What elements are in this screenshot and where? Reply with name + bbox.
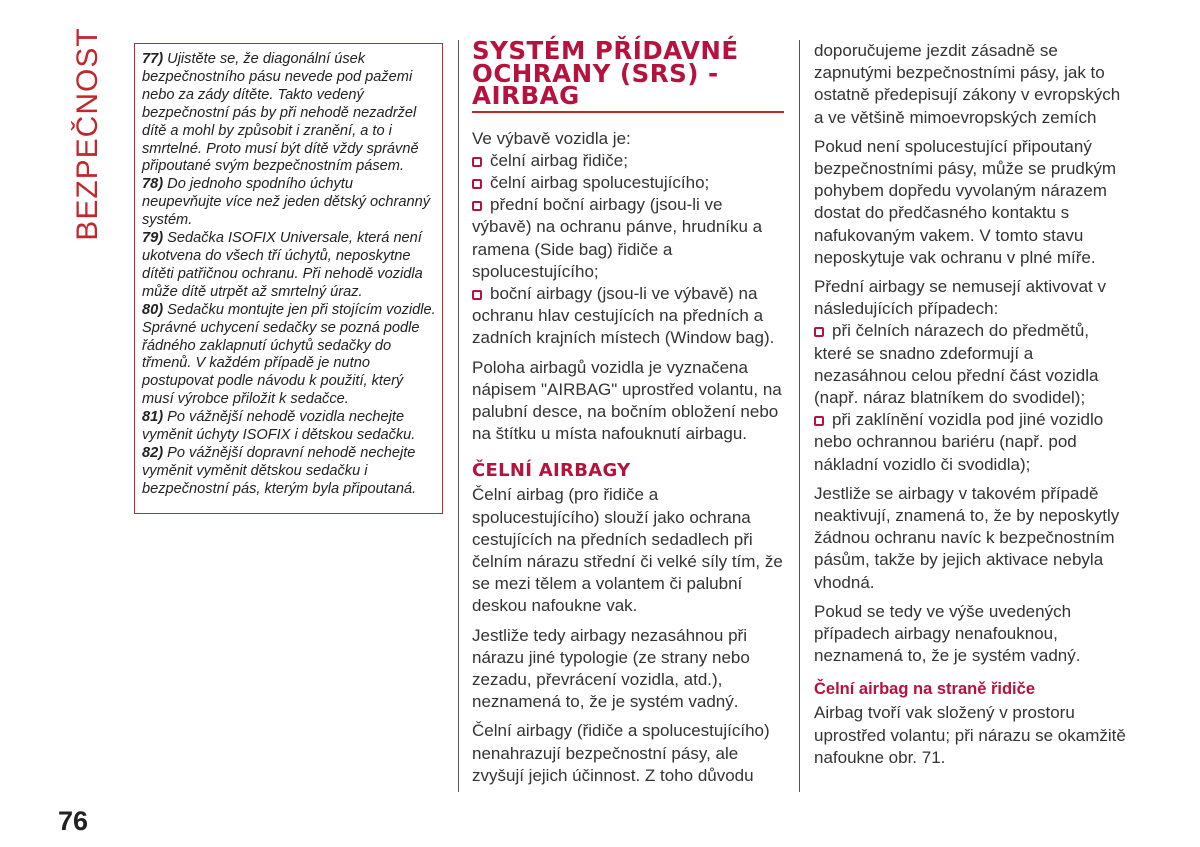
column-divider-left — [458, 40, 459, 792]
continuation-column — [814, 40, 1128, 776]
intro-text: Ve výbavě vozidla je: — [472, 128, 631, 148]
list-item: přední boční airbagy (jsou-li ve výbavě) na ochranu pánve, hrudníku a ramena (Side bag) řidiče a spolucestujícího; — [472, 195, 763, 281]
warnings-box — [134, 43, 443, 514]
section-heading: SYSTÉM PŘÍDAVNÉ OCHRANY (SRS) - AIRBAG — [472, 36, 739, 110]
list-item: boční airbagy (jsou-li ve výbavě) na ochranu hlav cestujících na předních a zadních krajních místech (Window bag). — [472, 283, 775, 348]
paragraph: Čelní airbagy (řidiče a spolucestujícího) nenahrazují bezpečnostní pásy, ale zvyšují jejich účinnost. Z toho důvodu — [472, 721, 770, 785]
warning-79: 79) Sedačka ISOFIX Universale, která není ukotvena do všech tří úchytů, neposkytne dítěti patřičnou ochranu. Při nehodě vozidla může dítě utrpět až smrtelný úraz. — [142, 230, 423, 300]
checkbox-bullet-icon — [472, 290, 482, 300]
list-item: při zaklínění vozidla pod jiné vozidlo nebo ochrannou bariéru (např. pod nákladní vozidlo či svodidla); — [814, 410, 1104, 474]
subheading-front-airbags: ČELNÍ AIRBAGY — [472, 460, 631, 482]
checkbox-bullet-icon — [472, 157, 482, 167]
paragraph: Čelní airbag (pro řidiče a spolucestujícího) slouží jako ochrana cestujících na předních sedadlech při čelním nárazu střední či velké síly tím, že se mezi tělem a volantem či palubní deskou nafoukne vak. — [472, 485, 783, 616]
paragraph: Jestliže se airbagy v takovém případě neaktivují, znamená to, že by neposkytly žádnou ochranu navíc k bezpečnostním pásům, takže by jejich aktivace nebyla vhodná. — [814, 483, 1120, 592]
page-number: 76 — [58, 806, 89, 836]
warning-81: 81) Po vážnější nehodě vozidla nechejte vyměnit úchyty ISOFIX i dětskou sedačku. — [142, 409, 416, 444]
section-tab — [68, 27, 108, 241]
airbag-position-text: Poloha airbagů vozidla je vyznačena nápisem "AIRBAG" uprostřed volantu, na palubní desce, na bočním obložení nebo na štítku u místa nafouknutí airbagu. — [472, 357, 782, 444]
checkbox-bullet-icon — [472, 179, 482, 189]
subheading-driver-airbag: Čelní airbag na straně řidiče — [814, 680, 1035, 699]
checkbox-bullet-icon — [472, 201, 482, 211]
paragraph: Jestliže tedy airbagy nezasáhnou při nárazu jiné typologie (ze strany nebo zezadu, převrácení vozidla, atd.), neznamená to, že je systém vadný. — [472, 625, 750, 712]
paragraph: Pokud se tedy ve výše uvedených případech airbagy nenafouknou, neznamená to, že je systém vadný. — [814, 601, 1081, 666]
section-label: BEZPEČNOST — [71, 27, 104, 241]
checkbox-bullet-icon — [814, 416, 824, 426]
paragraph: doporučujeme jezdit zásadně se zapnutými bezpečnostními pásy, jak to ostatně předepisují zákony v evropských a ve většině mimoevropských zemích — [814, 41, 1121, 127]
list-item: čelní airbag spolucestujícího; — [472, 172, 784, 194]
list-item: čelní airbag řidiče; — [472, 150, 784, 172]
warning-78: 78) Do jednoho spodního úchytu neupevňujte více než jeden dětský ochranný systém. — [142, 176, 431, 229]
list-item: při čelních nárazech do předmětů, které se snadno zdeformují a nezasáhnou celou přední část vozidla (např. náraz blatníkem do svodidel); — [814, 321, 1099, 408]
column-divider-right — [799, 40, 800, 792]
warning-80: 80) Sedačku montujte jen při stojícím vozidle. Správné uchycení sedačky se pozná podle řádného zaklapnutí úchytů sedačky do třmenů. V každém případě je nutno postupovat podle návodu k použití, který musí výrobce přiložit k sedačce. — [142, 301, 436, 408]
paragraph: Airbag tvoří vak složený v prostoru uprostřed volantu; při nárazu se okamžitě nafoukne obr. 71. — [814, 703, 1126, 767]
paragraph: Pokud není spolucestující připoutaný bezpečnostními pásy, může se prudkým pohybem dopředu vyvolaným nárazem dostat do předčasného kontaktu s nafukovaným vakem. V tomto stavu neposkytuje vak ochranu v plné míře. — [814, 136, 1117, 267]
warning-77: 77) Ujistěte se, že diagonální úsek bezpečnostního pásu nevede pod pažemi nebo za zády dítěte. Takto vedený bezpečnostní pás by při nehodě nezadržel dítě a mohl by způsobit i zranění, a to i smrtelné. Proto musí být dítě vždy správně připoutané svým bezpečnostním pásem. — [142, 51, 419, 175]
paragraph: Přední airbagy se nemusejí aktivovat v následujících případech: — [814, 277, 1106, 319]
heading-rule — [472, 111, 784, 113]
checkbox-bullet-icon — [814, 327, 824, 337]
warning-82: 82) Po vážnější dopravní nehodě nechejte vyměnit vyměnit dětskou sedačku i bezpečnostní pás, kterým byla připoutaná. — [142, 444, 417, 497]
airbag-column — [472, 36, 784, 794]
